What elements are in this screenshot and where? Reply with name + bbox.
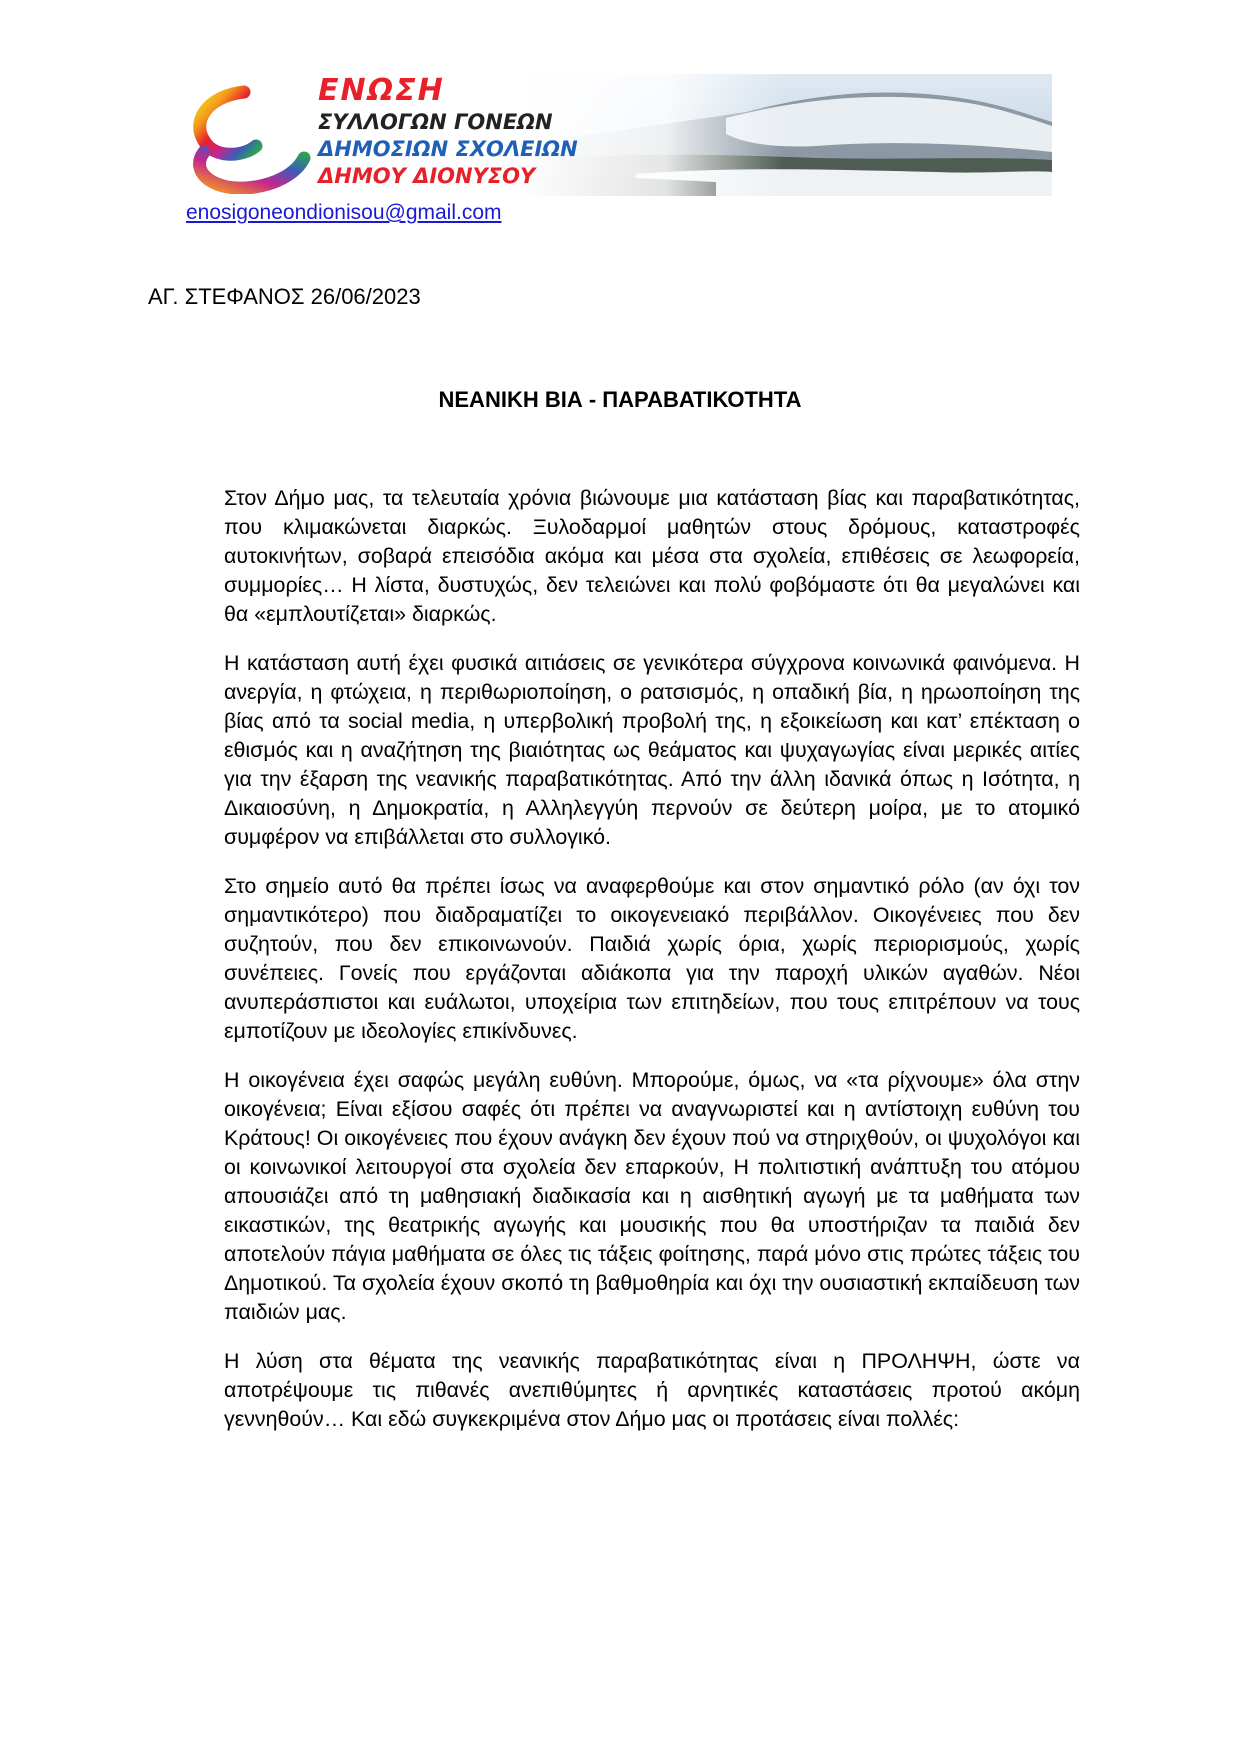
paragraph: Η οικογένεια έχει σαφώς μεγάλη ευθύνη. Μπορούμε, όμως, να «τα ρίχνουμε» όλα στην οικογένεια; Είναι εξίσου σαφές ότι πρέπει να αναγνωριστεί και η αντίστοιχη ευθύνη του Κράτους! Οι οικογένειες που έχουν ανάγκη δεν έχουν πού να στηριχθούν, οι ψυχολόγοι και οι κοινωνικοί λειτουργοί στα σχολεία δεν επαρκούν, Η πολιτιστική ανάπτυξη του ατόμου απουσιάζει από τη μαθησιακή διαδικασία και η αισθητική αγωγή με τα μαθήματα των εικαστικών, της θεατρικής αγωγής και μουσικής που θα υποστήριζαν τα παιδιά δεν αποτελούν πάγια μαθήματα σε όλες τις τάξεις φοίτησης, παρά μόνο στις πρώτες τάξεις του Δημοτικού. Τα σχολεία έχουν σκοπό τη βαθμοθηρία και όχι την ουσιαστική εκπαίδευση των παιδιών μας. bbox=[224, 1068, 1080, 1324]
date-line: ΑΓ. ΣΤΕΦΑΝΟΣ 26/06/2023 bbox=[148, 284, 421, 309]
org-name-line-2: ΣΥΛΛΟΓΩΝ ΓΟΝΕΩΝ bbox=[318, 110, 553, 134]
org-name-line-1: ΕΝΩΣΗ bbox=[318, 73, 445, 108]
org-name-line-4: ΔΗΜΟΥ ΔΙΟΝΥΣΟΥ bbox=[318, 164, 536, 188]
org-name-line-3: ΔΗΜΟΣΙΩΝ ΣΧΟΛΕΙΩΝ bbox=[318, 137, 578, 161]
paragraph: Η λύση στα θέματα της νεανικής παραβατικότητας είναι η ΠΡΟΛΗΨΗ, ώστε να αποτρέψουμε τις πιθανές ανεπιθύμητες ή αρνητικές καταστάσεις προτού ακόμη γεννηθούν… Και εδώ συγκεκριμένα στον Δήμο μας οι προτάσεις είναι πολλές: bbox=[224, 1349, 1080, 1431]
paragraph: Η κατάσταση αυτή έχει φυσικά αιτιάσεις σε γενικότερα σύγχρονα κοινωνικά φαινόμενα. Η ανεργία, η φτώχεια, η περιθωριοποίηση, ο ρατσισμός, η οπαδική βία, η ηρωοποίηση της βίας από τα social media, η υπερβολική προβολή της, η εξοικείωση και κατ’ επέκταση ο εθισμός και η αναζήτηση της βιαιότητας ως θεάματος και ψυχαγωγίας είναι μερικές αιτίες για την έξαρση της νεανικής παραβατικότητας. Από την άλλη ιδανικά όπως η Ισότητα, η Δικαιοσύνη, η Δημοκρατία, η Αλληλεγγύη περνούν σε δεύτερη μοίρα, με το ατομικό συμφέρον να επιβάλλεται στο συλλογικό. bbox=[224, 651, 1080, 849]
paragraph: Στον Δήμο μας, τα τελευταία χρόνια βιώνουμε μια κατάσταση βίας και παραβατικότητας, που κλιμακώνεται διαρκώς. Ξυλοδαρμοί μαθητών στους δρόμους, καταστροφές αυτοκινήτων, σοβαρά επεισόδια ακόμα και μέσα στα σχολεία, επιθέσεις σε λεωφορεία, συμμορίες… Η λίστα, δυστυχώς, δεν τελειώνει και πολύ φοβόμαστε ότι θα μεγαλώνει και θα «εμπλουτίζεται» διαρκώς. bbox=[224, 486, 1080, 626]
paragraph: Στο σημείο αυτό θα πρέπει ίσως να αναφερθούμε και στον σημαντικό ρόλο (αν όχι τον σημαντικότερο) που διαδραματίζει το οικογενειακό περιβάλλον. Οικογένειες που δεν συζητούν, που δεν επικοινωνούν. Παιδιά χωρίς όρια, χωρίς περιορισμούς, χωρίς συνέπειες. Γονείς που εργάζονται αδιάκοπα για την παροχή υλικών αγαθών. Νέοι ανυπεράσπιστοι και ευάλωτοι, υποχείρια των επιτηδείων, που τους επιτρέπουν να τους εμποτίζουν με ιδεολογίες επικίνδυνες. bbox=[224, 874, 1080, 1043]
rainbow-swirl-logo-icon bbox=[186, 84, 311, 194]
document-body bbox=[224, 484, 1080, 1454]
email-link[interactable]: enosigoneondionisou@gmail.com bbox=[186, 201, 502, 224]
letterhead bbox=[186, 74, 1052, 199]
organization-name bbox=[318, 74, 618, 187]
document-title: ΝΕΑΝΙΚΗ ΒΙΑ - ΠΑΡΑΒΑΤΙΚΟΤΗΤΑ bbox=[438, 387, 802, 412]
